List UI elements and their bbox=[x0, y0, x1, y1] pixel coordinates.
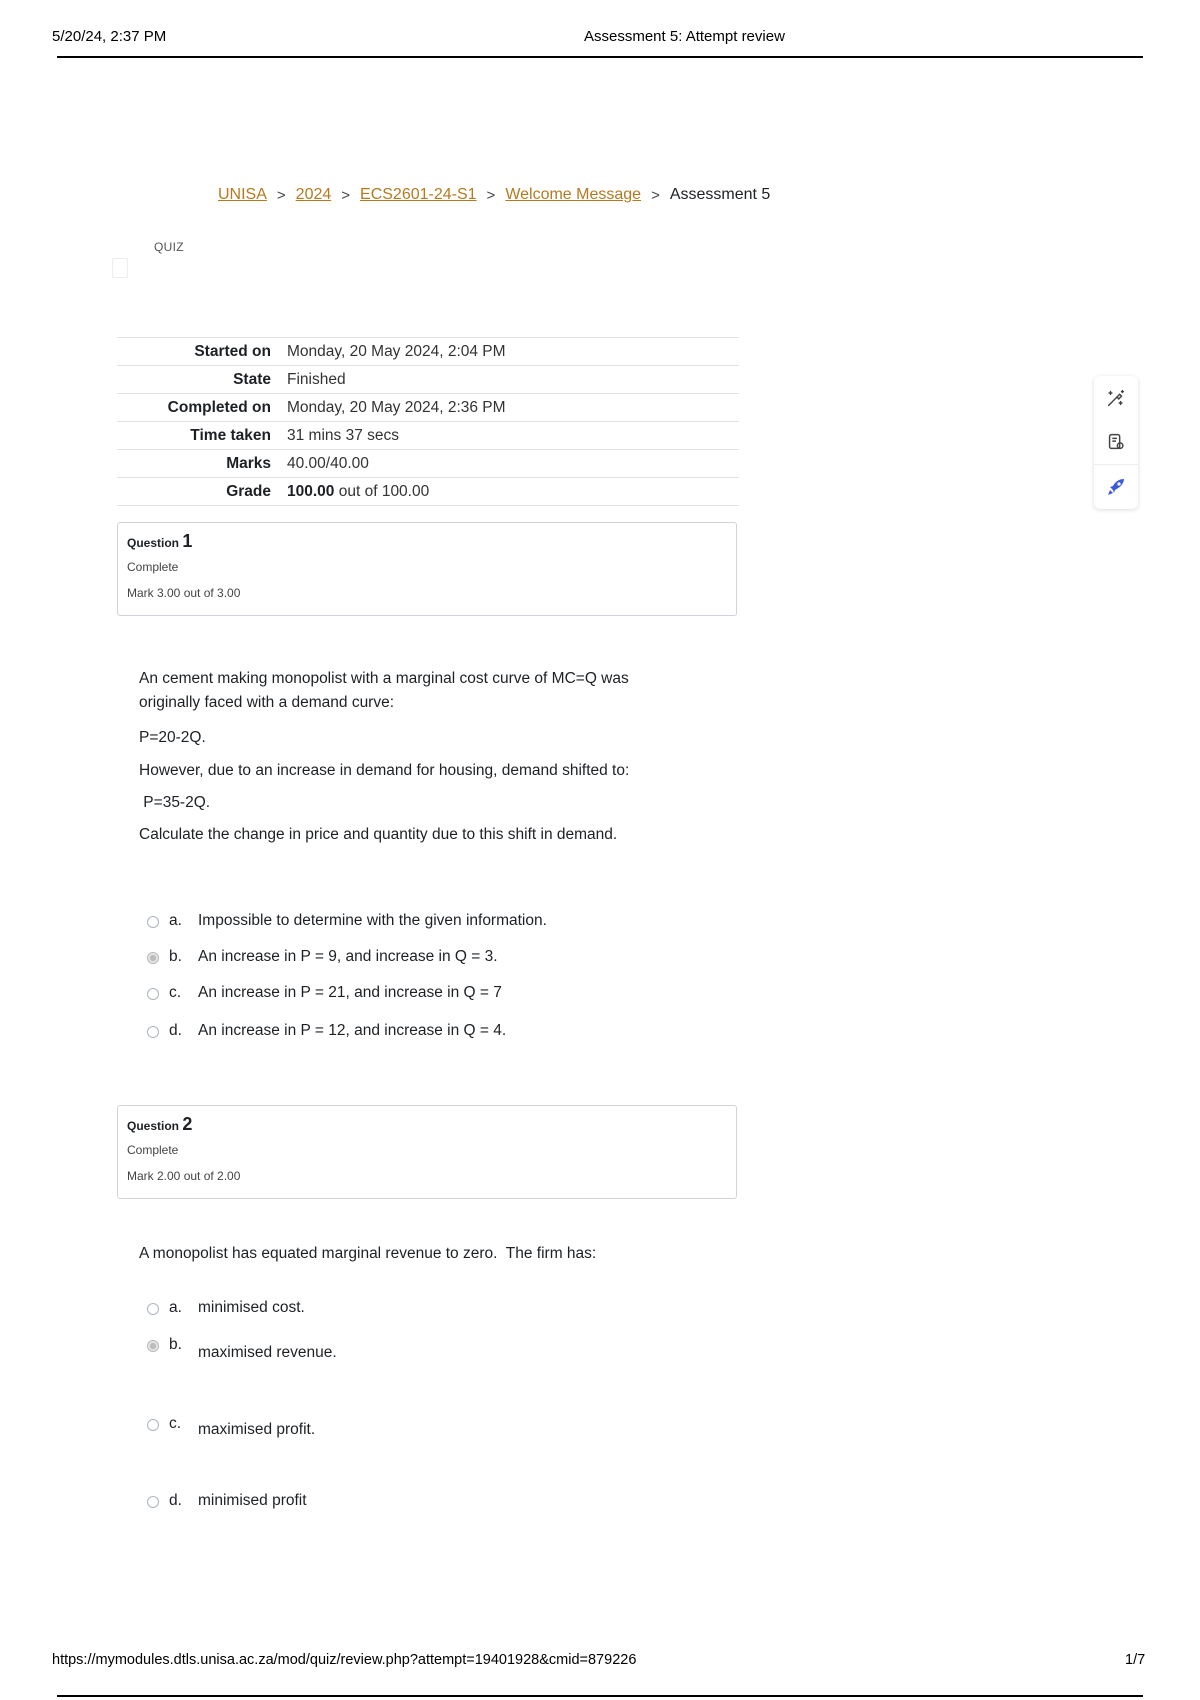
breadcrumb-link-unisa[interactable]: UNISA bbox=[218, 186, 267, 203]
document-settings-icon bbox=[1105, 431, 1127, 453]
answer-text: An increase in P = 21, and increase in Q = 7 bbox=[198, 984, 502, 1001]
breadcrumb-separator: > bbox=[651, 186, 660, 204]
print-url: https://mymodules.dtls.unisa.ac.za/mod/quiz/review.php?attempt=19401928&cmid=879226 bbox=[52, 1652, 637, 1668]
answer-letter: b. bbox=[169, 948, 182, 965]
question-number bbox=[127, 1114, 727, 1135]
question-info-box bbox=[117, 1105, 737, 1199]
question-number-value: 1 bbox=[182, 531, 193, 551]
breadcrumb-separator: > bbox=[341, 186, 351, 204]
summary-grade-value bbox=[287, 478, 739, 506]
answer-letter: a. bbox=[169, 1299, 182, 1316]
footer-rule bbox=[57, 1695, 1143, 1697]
radio-button[interactable] bbox=[147, 1419, 159, 1431]
question-text-line: P=35-2Q. bbox=[139, 794, 211, 811]
summary-row-state bbox=[117, 366, 739, 394]
summary-value: 31 mins 37 secs bbox=[287, 426, 399, 444]
answer-letter: d. bbox=[169, 1492, 182, 1509]
summary-row-completed bbox=[117, 394, 739, 422]
summary-label: Grade bbox=[226, 482, 271, 500]
print-datetime: 5/20/24, 2:37 PM bbox=[52, 28, 167, 45]
answer-text: Impossible to determine with the given information. bbox=[198, 912, 547, 929]
attempt-summary-table bbox=[117, 337, 739, 506]
breadcrumb-link-welcome[interactable]: Welcome Message bbox=[505, 186, 642, 203]
activity-type-label: QUIZ bbox=[154, 240, 184, 254]
question-text-line: originally faced with a demand curve: bbox=[139, 694, 395, 711]
header-rule bbox=[57, 56, 1143, 58]
question-text-line: An cement making monopolist with a marginal cost curve of MC=Q was bbox=[139, 670, 629, 687]
question-text-line: A monopolist has equated marginal revenue to zero. The firm has: bbox=[139, 1245, 597, 1262]
answer-letter: a. bbox=[169, 912, 182, 929]
radio-button-selected[interactable] bbox=[147, 1340, 159, 1352]
breadcrumb-separator: > bbox=[486, 186, 496, 204]
answer-option[interactable] bbox=[147, 948, 498, 966]
question-number bbox=[127, 531, 727, 552]
radio-button-selected[interactable] bbox=[147, 952, 159, 964]
print-page-number: 1/7 bbox=[1125, 1652, 1146, 1668]
radio-button[interactable] bbox=[147, 916, 159, 928]
summary-label: Started on bbox=[194, 342, 271, 360]
question-prefix: Question bbox=[127, 536, 180, 550]
radio-button[interactable] bbox=[147, 1303, 159, 1315]
question-prefix: Question bbox=[127, 1119, 180, 1133]
summary-row-grade bbox=[117, 478, 739, 506]
document-settings-button[interactable] bbox=[1094, 420, 1138, 464]
summary-label: Time taken bbox=[190, 426, 271, 444]
question-mark: Mark 3.00 out of 3.00 bbox=[127, 586, 241, 600]
answer-text: maximised revenue. bbox=[198, 1344, 337, 1361]
question-mark: Mark 2.00 out of 2.00 bbox=[127, 1169, 241, 1183]
radio-button[interactable] bbox=[147, 988, 159, 1000]
floating-toolbar bbox=[1094, 376, 1138, 509]
answer-option[interactable] bbox=[147, 1022, 506, 1040]
grade-score: 100.00 bbox=[287, 482, 335, 500]
print-title: Assessment 5: Attempt review bbox=[584, 28, 785, 45]
rocket-button[interactable] bbox=[1094, 464, 1138, 509]
breadcrumb-link-year[interactable]: 2024 bbox=[295, 186, 332, 203]
summary-label: Completed on bbox=[167, 398, 271, 416]
question-number-value: 2 bbox=[182, 1114, 193, 1134]
summary-value: Monday, 20 May 2024, 2:04 PM bbox=[287, 342, 506, 360]
answer-text: maximised profit. bbox=[198, 1421, 316, 1438]
question-state: Complete bbox=[127, 560, 179, 574]
radio-button[interactable] bbox=[147, 1026, 159, 1038]
rocket-icon bbox=[1104, 475, 1128, 499]
answer-option[interactable] bbox=[147, 1299, 305, 1317]
quiz-icon bbox=[112, 258, 128, 278]
magic-edit-icon bbox=[1105, 387, 1127, 409]
answer-letter: b. bbox=[169, 1336, 182, 1353]
summary-label: Marks bbox=[226, 454, 271, 472]
question-info-box bbox=[117, 522, 737, 616]
answer-text: minimised cost. bbox=[198, 1299, 305, 1316]
answer-text: An increase in P = 9, and increase in Q = 3. bbox=[198, 948, 498, 965]
answer-text: minimised profit bbox=[198, 1492, 307, 1509]
answer-letter: d. bbox=[169, 1022, 182, 1039]
breadcrumb-separator: > bbox=[276, 186, 286, 204]
question-state: Complete bbox=[127, 1143, 179, 1157]
answer-option[interactable] bbox=[147, 1492, 307, 1510]
summary-row-started bbox=[117, 338, 739, 366]
answer-option[interactable] bbox=[147, 912, 547, 930]
answer-text: An increase in P = 12, and increase in Q = 4. bbox=[198, 1022, 507, 1039]
answer-option[interactable] bbox=[147, 1415, 315, 1439]
summary-row-time-taken bbox=[117, 422, 739, 450]
answer-letter: c. bbox=[169, 1415, 182, 1432]
summary-value: 40.00/40.00 bbox=[287, 454, 369, 472]
breadcrumb-current: Assessment 5 bbox=[669, 186, 771, 203]
summary-row-marks bbox=[117, 450, 739, 478]
magic-edit-button[interactable] bbox=[1094, 376, 1138, 420]
radio-button[interactable] bbox=[147, 1496, 159, 1508]
grade-out-of: out of 100.00 bbox=[338, 482, 430, 500]
summary-value: Finished bbox=[287, 370, 346, 388]
breadcrumb bbox=[218, 186, 770, 204]
question-text-line: However, due to an increase in demand for housing, demand shifted to: bbox=[139, 762, 630, 779]
summary-value: Monday, 20 May 2024, 2:36 PM bbox=[287, 398, 506, 416]
answer-option[interactable] bbox=[147, 1336, 337, 1362]
question-text-line: P=20-2Q. bbox=[139, 729, 206, 746]
answer-option[interactable] bbox=[147, 984, 502, 1002]
question-text-line: Calculate the change in price and quantity due to this shift in demand. bbox=[139, 826, 618, 843]
breadcrumb-link-course[interactable]: ECS2601-24-S1 bbox=[360, 186, 477, 203]
answer-letter: c. bbox=[169, 984, 182, 1001]
summary-label: State bbox=[233, 370, 271, 388]
